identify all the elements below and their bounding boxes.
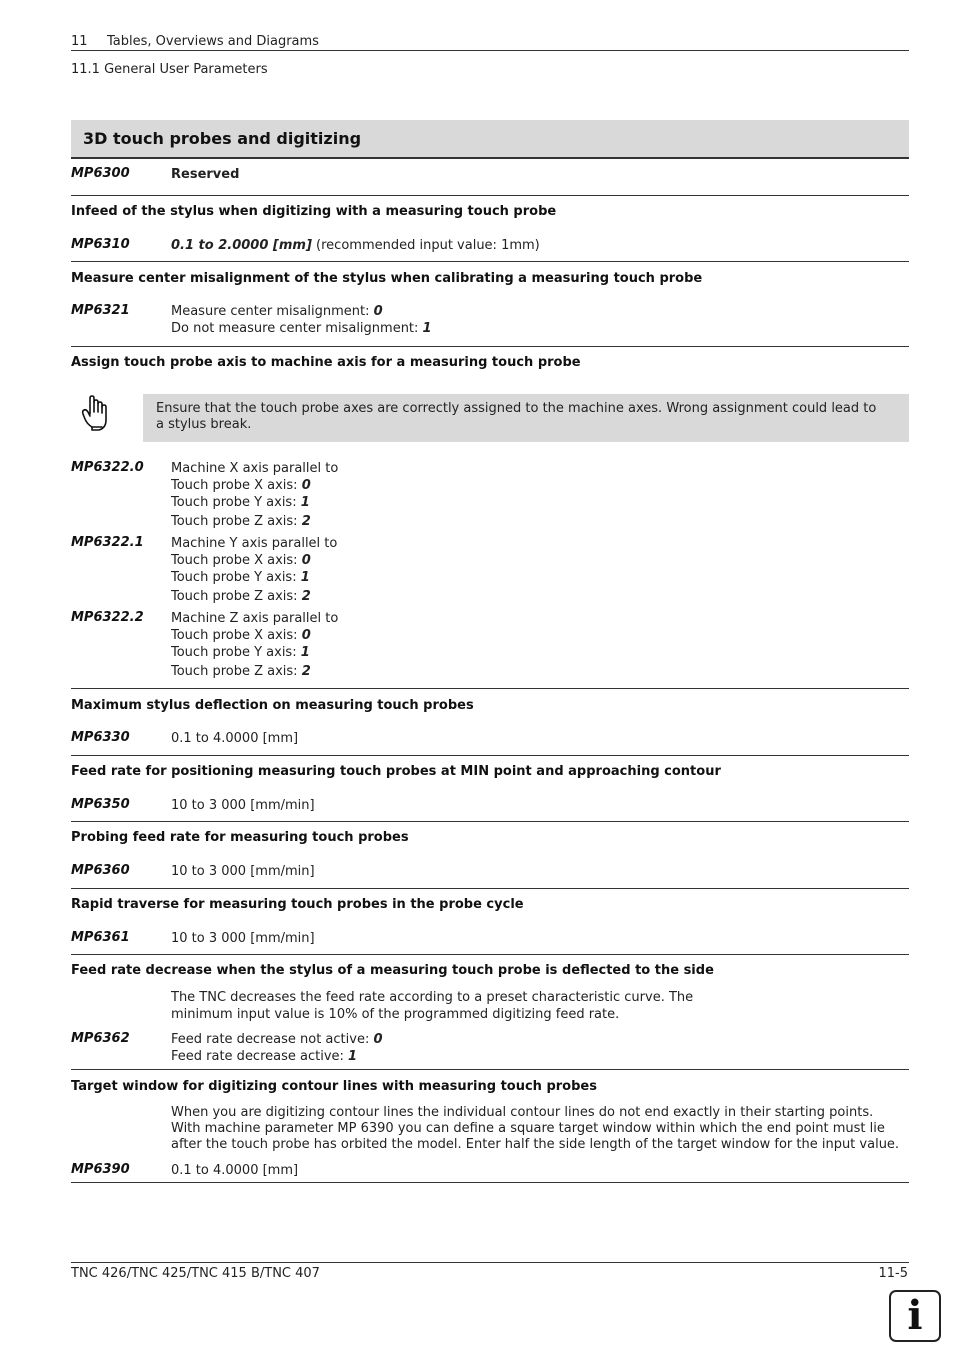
warning-note-text: Ensure that the touch probe axes are correctly assigned to the machine axes. Wrong assignment could lead to a stylus break. [156,401,877,432]
mp6362-line2: Feed rate decrease active: [171,1049,349,1064]
mp6322-2-values [171,610,338,680]
feed-decrease-heading: Feed rate decrease when the stylus of a measuring touch probe is deflected to the side [71,963,714,978]
chapter-header [71,34,319,49]
header-divider [71,50,909,51]
probing-feed-heading: Probing feed rate for measuring touch probes [71,830,409,845]
divider [71,1069,909,1070]
infeed-heading: Infeed of the stylus when digitizing with a measuring touch probe [71,204,557,219]
z-axis-value: 2 [301,589,311,604]
mp6321-line1: Measure center misalignment: [171,304,374,319]
y-axis-value: 1 [300,645,310,660]
mp6390-range: 0.1 to 4.0000 [mm] [171,1163,299,1178]
x-axis-value: 0 [301,628,311,643]
footer-divider [71,1262,909,1263]
info-icon [889,1290,941,1342]
x-axis-value: 0 [301,478,311,493]
mp6322-1-values [171,535,337,605]
divider [71,1182,909,1183]
footer-models: TNC 426/TNC 425/TNC 415 B/TNC 407 [71,1266,320,1281]
divider [71,954,909,955]
feed-min-heading: Feed rate for positioning measuring touch probes at MIN point and approaching contour [71,764,721,779]
divider [71,821,909,822]
misalign-heading: Measure center misalignment of the stylus when calibrating a measuring touch probe [71,271,703,286]
mp6322-0-title: Machine X axis parallel to [171,461,339,476]
z-axis-value: 2 [301,514,311,529]
mp6321-line2: Do not measure center misalignment: [171,321,423,336]
feed-decrease-description [171,989,693,1023]
mp6361-code: MP6361 [71,930,130,945]
mp6321-values [171,303,432,337]
mp6310-value [171,237,540,254]
z-axis-label: Touch probe Z axis: [171,514,302,529]
divider [71,688,909,689]
deflection-heading: Maximum stylus deflection on measuring touch probes [71,698,474,713]
warning-note [143,394,909,442]
z-axis-label: Touch probe Z axis: [171,664,302,679]
section-title-bar [71,120,909,159]
y-axis-label: Touch probe Y axis: [171,570,301,585]
z-axis-label: Touch probe Z axis: [171,589,302,604]
mp6322-2-code: MP6322.2 [71,610,144,625]
divider [71,888,909,889]
mp6300-code: MP6300 [71,166,130,181]
mp6350-code: MP6350 [71,797,130,812]
mp6360-code: MP6360 [71,863,130,878]
mp6362-val2: 1 [348,1049,358,1064]
mp6330-code: MP6330 [71,730,130,745]
y-axis-label: Touch probe Y axis: [171,495,301,510]
target-heading: Target window for digitizing contour lines with measuring touch probes [71,1079,597,1094]
mp6322-0-code: MP6322.0 [71,460,144,475]
assign-heading: Assign touch probe axis to machine axis for a measuring touch probe [71,355,581,370]
mp6310-range: 0.1 to 2.0000 [mm] [171,238,312,253]
feed-decrease-para2: minimum input value is 10% of the programmed digitizing feed rate. [171,1007,620,1022]
chapter-number: 11 [71,34,88,49]
rapid-heading: Rapid traverse for measuring touch probes in the probe cycle [71,897,524,912]
mp6310-code: MP6310 [71,237,130,252]
divider [71,755,909,756]
mp6362-code: MP6362 [71,1031,130,1046]
page-number: 11-5 [878,1266,908,1281]
section-reference: 11.1 General User Parameters [71,62,268,77]
x-axis-value: 0 [301,553,311,568]
mp6330-range: 0.1 to 4.0000 [mm] [171,731,299,746]
mp6300-value: Reserved [171,167,240,182]
mp6362-val1: 0 [373,1032,383,1047]
z-axis-value: 2 [301,664,311,679]
mp6322-1-title: Machine Y axis parallel to [171,536,338,551]
mp6321-val1: 0 [373,304,383,319]
mp6362-values [171,1031,383,1065]
feed-decrease-para1: The TNC decreases the feed rate according to a preset characteristic curve. The [171,990,694,1005]
mp6350-range: 10 to 3 000 [mm/min] [171,798,315,813]
mp6322-1-code: MP6322.1 [71,535,144,550]
x-axis-label: Touch probe X axis: [171,628,302,643]
target-description: When you are digitizing contour lines the individual contour lines do not end exactly in their starting points. With machine parameter MP 6390 you can define a square target window within which the end point must lie after the touch probe has orbited the model. Enter half the side length of the target window for the input value. [171,1105,900,1152]
mp6310-note: (recommended input value: 1mm) [316,238,540,253]
mp6362-line1: Feed rate decrease not active: [171,1032,374,1047]
mp6321-val2: 1 [422,321,432,336]
divider [71,346,909,347]
x-axis-label: Touch probe X axis: [171,553,302,568]
x-axis-label: Touch probe X axis: [171,478,302,493]
mp6321-code: MP6321 [71,303,130,318]
y-axis-value: 1 [300,570,310,585]
chapter-title: Tables, Overviews and Diagrams [107,34,319,49]
mp6390-code: MP6390 [71,1162,130,1177]
y-axis-value: 1 [300,495,310,510]
mp6360-range: 10 to 3 000 [mm/min] [171,864,315,879]
divider [71,195,909,196]
hand-warning-icon [80,394,110,434]
mp6322-0-values [171,460,338,530]
section-title: 3D touch probes and digitizing [83,129,362,148]
mp6361-range: 10 to 3 000 [mm/min] [171,931,315,946]
mp6322-2-title: Machine Z axis parallel to [171,611,339,626]
info-glyph: i [907,1292,923,1339]
y-axis-label: Touch probe Y axis: [171,645,301,660]
divider [71,261,909,262]
